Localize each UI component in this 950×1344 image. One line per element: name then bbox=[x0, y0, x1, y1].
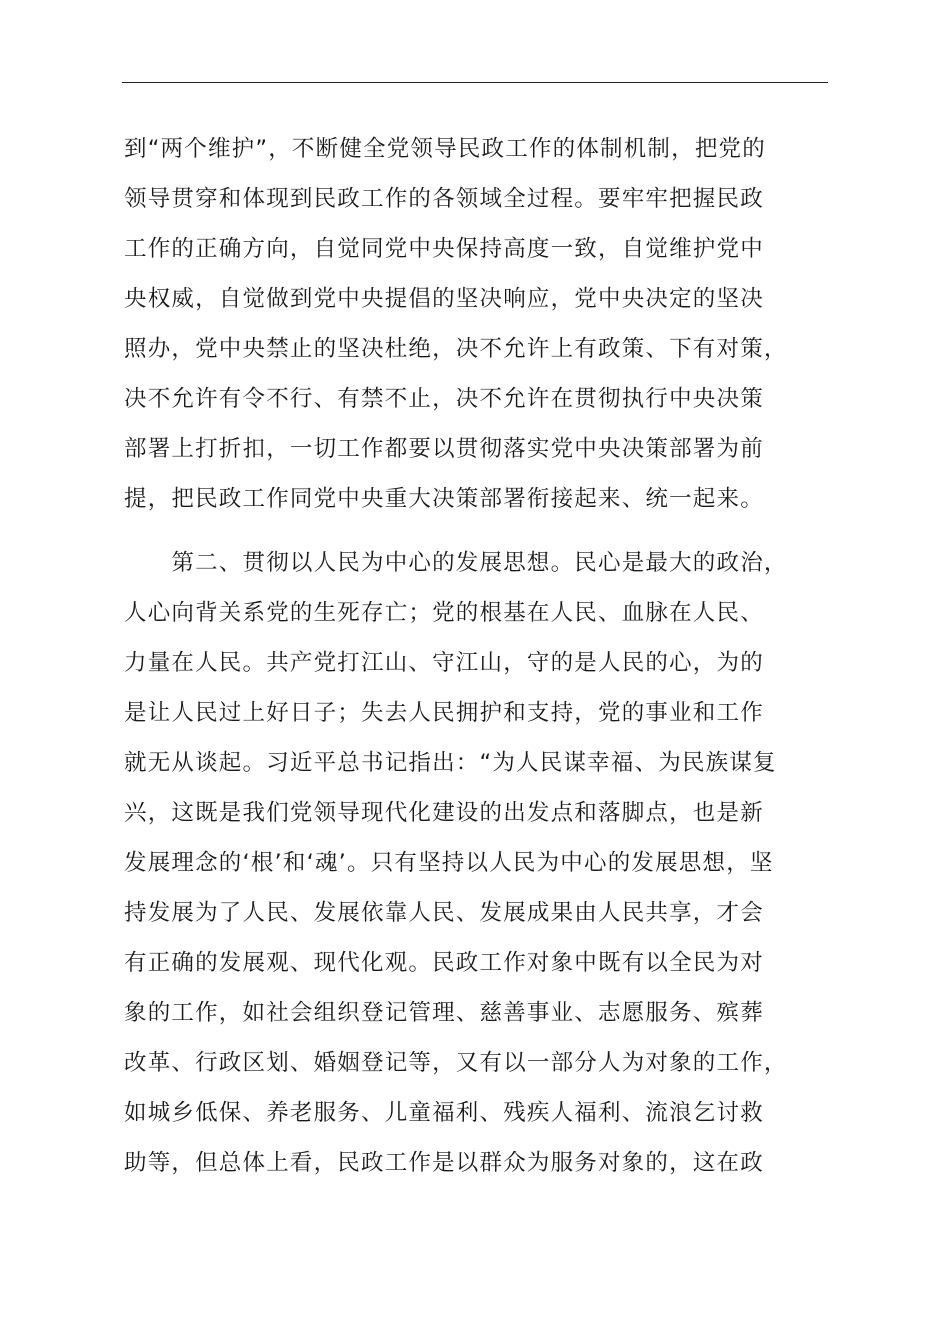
body-text bbox=[124, 124, 864, 1188]
text-line: 如城乡低保、养老服务、儿童福利、残疾人福利、流浪乞讨救 bbox=[124, 1100, 764, 1126]
text-line: 有正确的发展观、现代化观。民政工作对象中既有以全民为对 bbox=[124, 950, 764, 976]
paragraph-1 bbox=[124, 124, 864, 524]
text-line: 象的工作，如社会组织登记管理、慈善事业、志愿服务、殡葬 bbox=[124, 1000, 764, 1026]
text-line: 工作的正确方向，自觉同党中央保持高度一致，自觉维护党中 bbox=[124, 236, 764, 262]
text-line: 第二、贯彻以人民为中心的发展思想。民心是最大的政治， bbox=[124, 550, 788, 576]
text-line: 部署上打折扣，一切工作都要以贯彻落实党中央决策部署为前 bbox=[124, 436, 764, 462]
text-line: 决不允许有令不行、有禁不止，决不允许在贯彻执行中央决策 bbox=[124, 386, 764, 412]
text-line: 人心向背关系党的生死存亡；党的根基在人民、血脉在人民、 bbox=[124, 600, 764, 626]
text-line: 助等，但总体上看，民政工作是以群众为服务对象的，这在政 bbox=[124, 1150, 764, 1176]
text-line: 持发展为了人民、发展依靠人民、发展成果由人民共享，才会 bbox=[124, 900, 764, 926]
text-line: 兴，这既是我们党领导现代化建设的出发点和落脚点，也是新 bbox=[124, 800, 764, 826]
text-line: 央权威，自觉做到党中央提倡的坚决响应，党中央决定的坚决 bbox=[124, 286, 764, 312]
text-line: 就无从谈起。习近平总书记指出：“为人民谋幸福、为民族谋复 bbox=[124, 750, 777, 776]
text-line: 力量在人民。共产党打江山、守江山，守的是人民的心，为的 bbox=[124, 650, 764, 676]
paragraph-2 bbox=[124, 538, 864, 1188]
paragraph-spacer bbox=[124, 524, 864, 538]
text-line: 照办，党中央禁止的坚决杜绝，决不允许上有政策、下有对策， bbox=[124, 336, 788, 362]
text-line: 改革、行政区划、婚姻登记等，又有以一部分人为对象的工作， bbox=[124, 1050, 788, 1076]
header-rule bbox=[122, 82, 828, 83]
text-line: 是让人民过上好日子；失去人民拥护和支持，党的事业和工作 bbox=[124, 700, 764, 726]
text-line: 提，把民政工作同党中央重大决策部署衔接起来、统一起来。 bbox=[124, 486, 764, 512]
text-line: 发展理念的‘根’和‘魂’。只有坚持以人民为中心的发展思想，坚 bbox=[124, 850, 774, 876]
text-line: 领导贯穿和体现到民政工作的各领域全过程。要牢牢把握民政 bbox=[124, 186, 764, 212]
text-line: 到“两个维护”，不断健全党领导民政工作的体制机制，把党的 bbox=[124, 136, 766, 162]
